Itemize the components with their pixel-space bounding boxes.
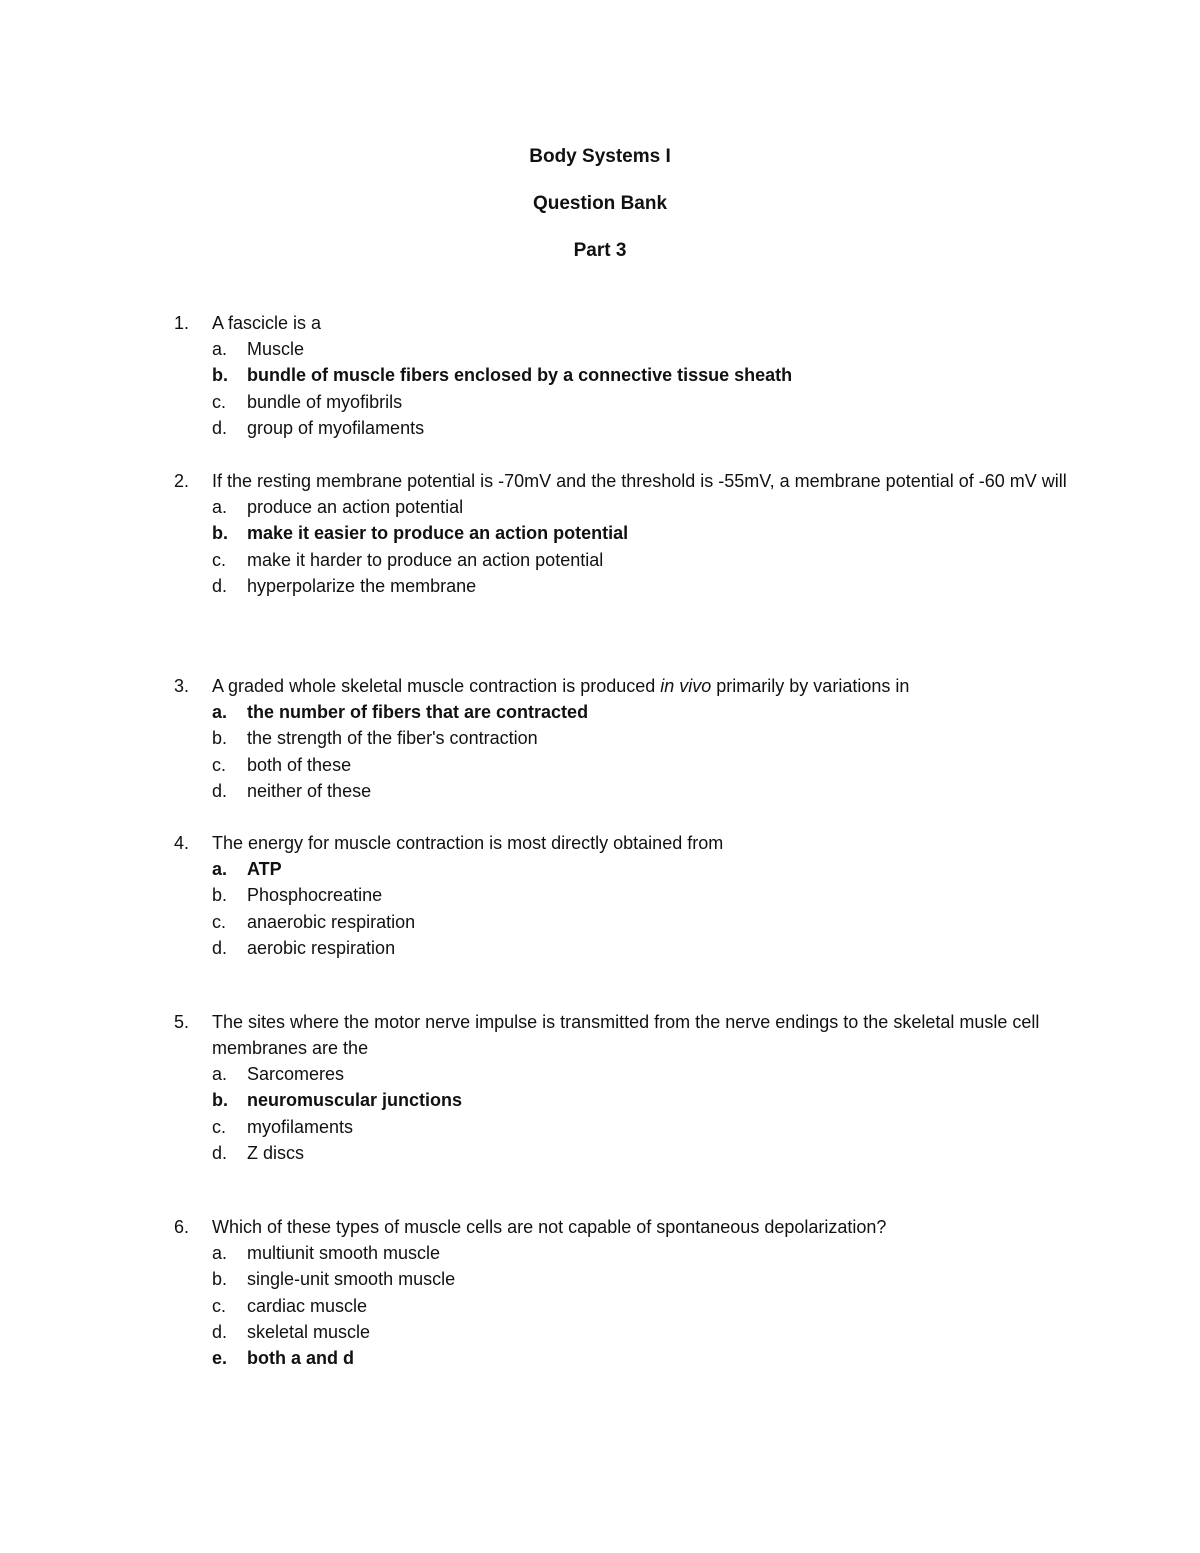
question-text-before: A graded whole skeletal muscle contraction is produced (212, 676, 661, 696)
option-text: anaerobic respiration (247, 911, 416, 932)
question-stem (174, 673, 1074, 699)
option-letter: c. (212, 754, 227, 775)
option-letter: b. (212, 885, 228, 906)
option-text: the strength of the fiber's contraction (247, 728, 538, 749)
answer-option-correct (174, 520, 1074, 546)
answer-option (174, 1266, 1074, 1292)
option-letter: d. (212, 780, 228, 801)
question-text: A fascicle is a (212, 313, 322, 333)
question-4 (174, 830, 1074, 961)
question-number: 1. (174, 313, 190, 333)
question-number: 4. (174, 833, 190, 853)
option-text: aerobic respiration (247, 937, 396, 958)
option-letter: d. (212, 1321, 228, 1342)
option-text: neuromuscular junctions (247, 1090, 463, 1111)
answer-option-correct (174, 1345, 1074, 1371)
question-text-after: primarily by variations in (711, 676, 910, 696)
document-title: Body Systems I (529, 146, 671, 167)
option-text: bundle of muscle fibers enclosed by a connective tissue sheath (247, 365, 793, 386)
answer-option (174, 573, 1074, 599)
option-letter: b. (212, 728, 228, 749)
document-part-label: Part 3 (573, 240, 627, 261)
option-text: the number of fibers that are contracted (247, 702, 589, 722)
question-stem (174, 830, 1074, 856)
answer-option (174, 415, 1074, 441)
question-number: 3. (174, 676, 190, 696)
option-text: cardiac muscle (247, 1295, 368, 1316)
question-stem (174, 310, 1074, 336)
answer-option (174, 336, 1074, 362)
option-letter: b. (212, 365, 228, 386)
answer-option (174, 1319, 1074, 1345)
answer-option (174, 909, 1074, 935)
option-text: Sarcomeres (247, 1064, 345, 1084)
question-3 (174, 673, 1074, 804)
option-text: group of myofilaments (247, 417, 425, 438)
option-letter: d. (212, 937, 228, 958)
option-letter: c. (212, 391, 227, 412)
option-text: bundle of myofibrils (247, 391, 403, 412)
option-letter: a. (212, 1243, 228, 1263)
option-text: Muscle (247, 339, 305, 359)
answer-option-correct (174, 699, 1074, 725)
option-text: multiunit smooth muscle (247, 1243, 441, 1263)
option-text: ATP (247, 859, 282, 879)
option-text: skeletal muscle (247, 1321, 371, 1342)
option-letter: c. (212, 911, 227, 932)
answer-option-correct (174, 1087, 1074, 1113)
option-text: hyperpolarize the membrane (247, 575, 477, 596)
option-text: produce an action potential (247, 497, 464, 517)
question-stem (174, 1009, 1074, 1061)
option-text: both of these (247, 754, 352, 775)
option-text: neither of these (247, 780, 372, 801)
question-2 (174, 468, 1074, 599)
answer-option (174, 935, 1074, 961)
answer-option-correct (174, 856, 1074, 882)
answer-option (174, 725, 1074, 751)
option-text: both a and d (247, 1348, 354, 1369)
option-letter: a. (212, 339, 228, 359)
answer-option (174, 1293, 1074, 1319)
question-text: If the resting membrane potential is -70mV and the threshold is -55mV, a membrane potential of -60 mV will (212, 471, 1067, 491)
option-letter: b. (212, 523, 228, 544)
answer-option (174, 752, 1074, 778)
question-number: 6. (174, 1217, 190, 1237)
option-letter: d. (212, 575, 228, 596)
question-number: 5. (174, 1012, 190, 1032)
answer-option (174, 1240, 1074, 1266)
answer-option (174, 1114, 1074, 1140)
answer-option (174, 1061, 1074, 1087)
option-text: make it harder to produce an action potential (247, 549, 604, 570)
option-letter: c. (212, 1295, 227, 1316)
answer-option (174, 389, 1074, 415)
option-letter: b. (212, 1090, 228, 1111)
question-5 (174, 1009, 1074, 1166)
option-letter: c. (212, 1116, 227, 1137)
option-letter: a. (212, 1064, 228, 1084)
option-letter: d. (212, 1142, 228, 1163)
option-text: Phosphocreatine (247, 885, 383, 906)
option-letter: c. (212, 549, 227, 570)
option-letter: a. (212, 859, 228, 879)
answer-option (174, 494, 1074, 520)
question-text-italic: in vivo (660, 676, 712, 696)
question-6 (174, 1214, 1074, 1371)
answer-option (174, 547, 1074, 573)
option-letter: d. (212, 417, 228, 438)
question-text: The sites where the motor nerve impulse is transmitted from the nerve endings to the skeletal musle cell membranes are the (212, 1012, 1040, 1058)
option-text: make it easier to produce an action potential (247, 523, 629, 544)
option-text: single-unit smooth muscle (247, 1269, 456, 1290)
question-1 (174, 310, 1074, 441)
question-text: Which of these types of muscle cells are not capable of spontaneous depolarization? (212, 1217, 887, 1237)
question-stem (174, 468, 1074, 494)
question-stem (174, 1214, 1074, 1240)
option-letter: a. (212, 497, 228, 517)
question-number: 2. (174, 471, 190, 491)
option-text: Z discs (247, 1142, 305, 1163)
answer-option (174, 1140, 1074, 1166)
option-text: myofilaments (247, 1116, 354, 1137)
document-subtitle: Question Bank (532, 193, 668, 214)
answer-option (174, 778, 1074, 804)
option-letter: a. (212, 702, 228, 722)
option-letter: b. (212, 1269, 228, 1290)
question-text: The energy for muscle contraction is most directly obtained from (212, 833, 724, 853)
answer-option-correct (174, 362, 1074, 388)
option-letter: e. (212, 1348, 228, 1369)
answer-option (174, 882, 1074, 908)
